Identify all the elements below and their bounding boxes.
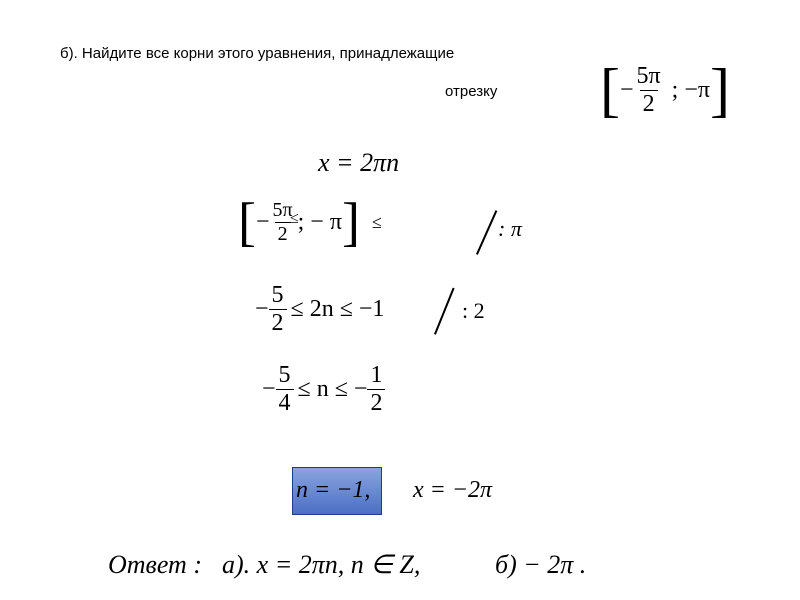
x-value: x = −2π [413, 477, 493, 503]
ineq2-fraction [276, 362, 294, 417]
minus-sign-2: − [255, 208, 270, 235]
inequality-1 [255, 282, 384, 337]
right-bracket: ] [709, 57, 730, 123]
answer-part-b: б) − 2π . [495, 550, 587, 579]
ineq2-body: ≤ n ≤ − [297, 376, 368, 402]
leq-inner: ≤ [290, 210, 299, 227]
interval-numerator: 5π [636, 62, 661, 89]
leq-symbol: ≤ [371, 211, 382, 232]
answer-label: Ответ : [108, 550, 202, 579]
ineq2-denominator: 4 [276, 389, 294, 417]
ineq1-numerator: 5 [271, 282, 284, 308]
n-value: n = −1, [296, 477, 371, 503]
interval-inequality [238, 192, 382, 252]
fraction-num: 5π [272, 198, 293, 221]
divide-slash-1 [476, 210, 497, 254]
divide-by-2: : 2 [462, 298, 485, 323]
divide-by-pi: : π [498, 216, 522, 241]
root-expression: x = 2πn [318, 148, 400, 177]
task-line-1: б). Найдите все корни этого уравнения, принадлежащие [60, 45, 455, 62]
ineq1-denominator: 2 [269, 309, 287, 337]
right-bracket-2: ] [341, 192, 360, 252]
left-bracket-2: [ [238, 192, 256, 252]
interval-right: ; − π [297, 208, 342, 235]
interval-right-end: ; −π [671, 76, 710, 103]
answer-part-a: а). x = 2πn, n ∈ Z, [222, 550, 421, 579]
task-line-2: отрезку [445, 83, 498, 100]
left-bracket: [ [600, 57, 620, 123]
target-interval [600, 57, 730, 123]
interval-fraction [634, 63, 664, 118]
inequality-2 [262, 362, 385, 417]
ineq2-right-denominator: 2 [367, 389, 385, 417]
interval-denominator: 2 [640, 90, 658, 118]
minus-sign: − [619, 76, 634, 103]
minus-sign-4: − [262, 376, 276, 402]
ineq2-numerator: 5 [278, 362, 291, 388]
ineq1-fraction [269, 282, 287, 337]
ineq1-body: ≤ 2n ≤ −1 [290, 296, 385, 322]
fraction-den: 2 [275, 222, 291, 246]
ineq2-right-numerator: 1 [370, 362, 383, 388]
ineq2-right-fraction [367, 362, 385, 417]
divide-slash-2 [434, 288, 454, 335]
minus-sign-3: − [255, 296, 269, 322]
